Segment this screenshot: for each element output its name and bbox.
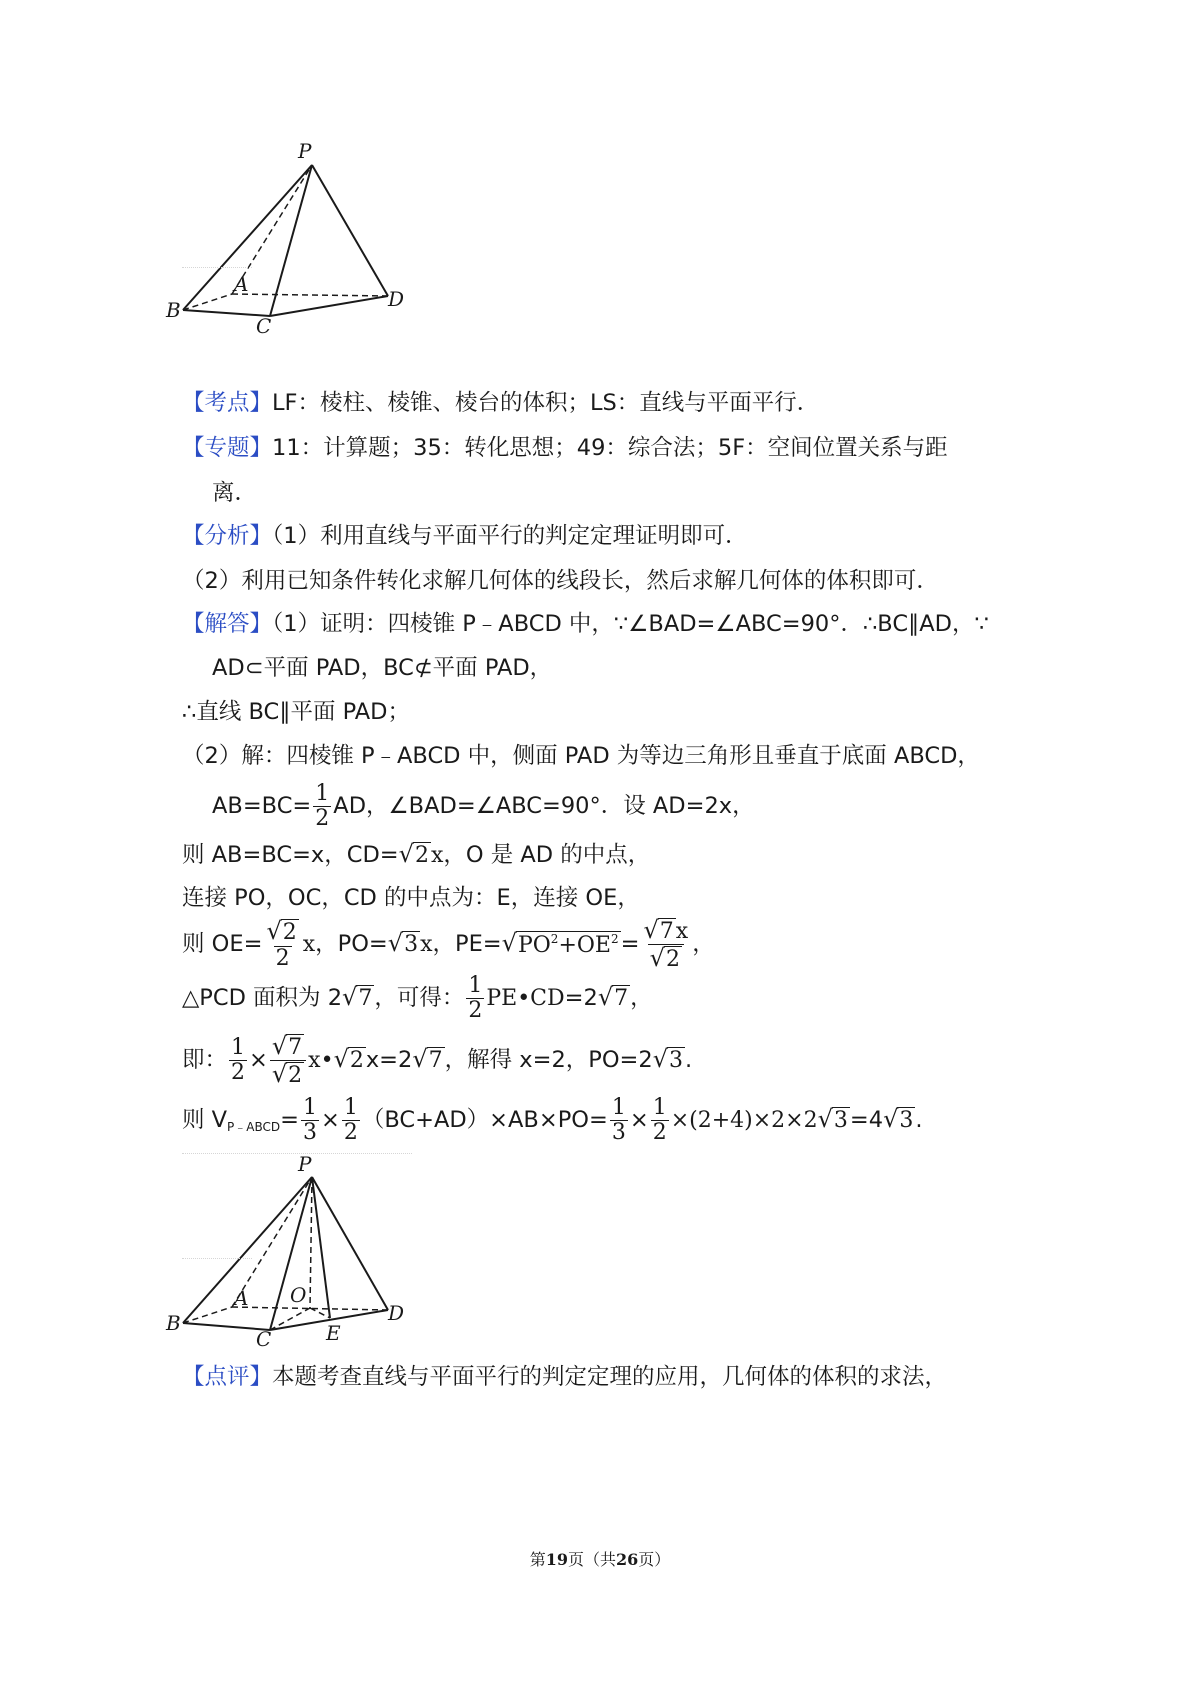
x-equals-two: x=2 [365, 1047, 413, 1073]
times: × [321, 1107, 340, 1133]
sqrt-2: √ 2 [333, 1045, 364, 1073]
radicand: 7 [358, 986, 373, 1011]
radicand: 2 [349, 1048, 364, 1073]
tag-jieda: 【解答】 [182, 611, 273, 637]
denominator: 3 [303, 1120, 317, 1145]
var-x: x [675, 918, 689, 944]
text-po: ，PO= [315, 931, 388, 957]
label-c: C [256, 314, 272, 338]
jieda-line-4 [182, 741, 980, 771]
radicand: 7 [659, 918, 674, 944]
fenxi-text-1: （1）利用直线与平面平行的判定定理证明即可． [272, 523, 748, 549]
fraction-half [229, 1037, 247, 1084]
x-dot: x• [308, 1048, 334, 1073]
tag-kaodian: 【考点】 [182, 390, 273, 416]
jieda-line-11 [182, 1090, 923, 1157]
fraction-sqrt7x-over-sqrt2: √ 7 x √ 2 [643, 915, 689, 972]
label-e: E [326, 1321, 341, 1345]
subscript: P﹣ABCD [227, 1120, 281, 1134]
text-solution: ，解得 x=2，PO=2 [444, 1047, 653, 1073]
tag-dianping: 【点评】 [182, 1364, 273, 1390]
numerator: 1 [468, 973, 483, 998]
denominator: 2 [275, 945, 290, 971]
page-number: 19 [545, 1550, 568, 1569]
radicand: 3 [404, 932, 419, 957]
sqrt-7: √ 7 [412, 1045, 443, 1073]
numerator: 1 [231, 1035, 246, 1060]
sqrt-3: √ 3 [883, 1105, 914, 1133]
equals: = [280, 1107, 299, 1133]
text-volume: 则 V [182, 1107, 228, 1133]
jieda-line-6 [182, 840, 650, 871]
text-area: △PCD 面积为 2 [182, 985, 343, 1011]
times: × [249, 1047, 268, 1073]
denominator: 2 [343, 1120, 358, 1145]
fraction-half [466, 975, 484, 1022]
sqrt-3: √ 3 [652, 1045, 684, 1073]
radicand: 7 [288, 1034, 303, 1060]
equals-two: =2 [564, 985, 598, 1011]
fraction-third [610, 1097, 628, 1144]
equals-four: =4 [849, 1107, 884, 1133]
kaodian-text: LF：棱柱、棱锥、棱台的体积；LS：直线与平面平行． [272, 390, 820, 416]
var-x: x [430, 843, 444, 868]
text-product: ×(2+4)×2×2 [670, 1108, 818, 1133]
numerator: 1 [611, 1095, 626, 1120]
jieda-text-3: ∴直线 BC∥平面 PAD； [182, 699, 410, 725]
comma: ， [630, 985, 653, 1011]
total-pages: 26 [616, 1550, 639, 1569]
dianping-line [182, 1362, 947, 1392]
sqrt-3: √ 3 [817, 1105, 848, 1133]
denominator: 2 [231, 1060, 246, 1085]
sqrt-3: √ 3 [387, 929, 419, 957]
jieda-text-4: （2）解：四棱锥 P﹣ABCD 中，侧面 PAD 为等边三角形且垂直于底面 ABCD， [182, 743, 980, 769]
dianping-text: 本题考查直线与平面平行的判定定理的应用，几何体的体积的求法， [272, 1364, 948, 1390]
sqrt-7: √ 7 [597, 983, 629, 1011]
period: . [685, 1047, 693, 1073]
numerator: 1 [343, 1095, 358, 1120]
label-a: A [234, 1286, 249, 1310]
times: × [629, 1107, 649, 1133]
radicand: 7 [428, 1048, 443, 1073]
jieda-line-5 [212, 778, 755, 834]
denominator: 3 [611, 1120, 626, 1145]
numerator: 1 [652, 1095, 667, 1120]
comma: ， [692, 931, 715, 957]
zhuanti-text: 11：计算题；35：转化思想；49：综合法；5F：空间位置关系与距 [272, 435, 948, 461]
radicand: 2 [414, 843, 429, 868]
jieda-line-3 [182, 697, 410, 727]
zhuanti-line-2 [212, 478, 257, 508]
denominator: 2 [315, 806, 330, 831]
exponent: 2 [550, 932, 559, 946]
kaodian-line [182, 388, 819, 418]
radicand: 3 [833, 1108, 848, 1133]
pe-dot-cd: PE•CD [486, 986, 565, 1011]
equals: = [620, 931, 640, 957]
fraction-half [651, 1097, 669, 1144]
var-x: x [420, 932, 433, 957]
radicand: 3 [669, 1048, 684, 1073]
label-b: B [166, 298, 181, 322]
radicand: 2 [288, 1063, 303, 1088]
fenxi-text-2: （2）利用已知条件转化求解几何体的线段长，然后求解几何体的体积即可． [182, 568, 939, 594]
zhuanti-line [182, 433, 948, 463]
numerator: 1 [303, 1095, 317, 1120]
zhuanti-text-2: 离． [212, 480, 258, 506]
tag-fenxi: 【分析】 [182, 523, 273, 549]
text-oe: 则 OE= [182, 931, 263, 957]
term-po: PO [517, 933, 551, 958]
radicand: 2 [282, 920, 297, 946]
sqrt-po2-oe2: √ $PO^2+OE^2$ [501, 929, 619, 958]
footer-suffix: 页） [638, 1550, 671, 1569]
label-d: D [388, 287, 405, 311]
dotted-rule [182, 1258, 252, 1259]
footer-prefix: 第 [529, 1550, 546, 1569]
jieda-line-2 [212, 653, 552, 683]
jieda-line-1 [182, 609, 989, 639]
jieda-line-7 [182, 883, 640, 913]
radicand: 3 [899, 1108, 914, 1133]
fraction-half [313, 783, 331, 830]
text-formula: （BC+AD）×AB×PO= [361, 1107, 608, 1133]
term-oe: +OE [558, 933, 611, 958]
fraction-third [301, 1097, 319, 1144]
numerator: 1 [315, 781, 330, 806]
jieda-text-2: AD⊂平面 PAD，BC⊄平面 PAD， [212, 655, 553, 681]
radicand: 2 [665, 947, 680, 972]
denominator: 2 [652, 1120, 667, 1145]
pyramid-figure-1 [160, 130, 420, 340]
text-kede: ，可得： [374, 985, 465, 1011]
period: . [915, 1107, 923, 1133]
jieda-line-10 [182, 1030, 692, 1091]
text-ji: 即： [182, 1047, 228, 1073]
pyramid-figure-2 [160, 1150, 420, 1355]
label-b: B [166, 1311, 181, 1335]
tag-zhuanti: 【专题】 [182, 435, 273, 461]
label-o: O [290, 1283, 307, 1307]
text-ad-angles: AD，∠BAD=∠ABC=90°．设 AD=2x， [333, 793, 755, 819]
fraction-half [342, 1097, 360, 1144]
page-footer [0, 1547, 1200, 1570]
fenxi-line [182, 521, 748, 551]
jieda-text-7: 连接 PO，OC，CD 的中点为：E，连接 OE， [182, 885, 640, 911]
text-pe: ，PE= [432, 931, 502, 957]
sqrt-2: √ 2 [398, 840, 429, 868]
jieda-line-9 [182, 970, 653, 1027]
text-cd: 则 AB=BC=x，CD= [182, 842, 399, 868]
dotted-rule [182, 267, 252, 268]
label-p: P [298, 1152, 312, 1176]
jieda-line-8 [182, 914, 715, 975]
label-c: C [256, 1327, 272, 1351]
text-ab-bc: AB=BC= [212, 793, 312, 819]
label-a: A [234, 272, 249, 296]
fraction-sqrt7-over-sqrt2: √ 7 √ 2 [270, 1034, 306, 1087]
fenxi-line-2 [182, 566, 939, 596]
fraction-sqrt2-over-2: √ 2 2 [266, 917, 297, 971]
text-midpoint: ，O 是 AD 的中点， [443, 842, 651, 868]
sqrt-7: √ 7 [342, 983, 373, 1011]
var-x: x [302, 932, 316, 957]
jieda-text-1: （1）证明：四棱锥 P﹣ABCD 中，∵∠BAD=∠ABC=90°．∴BC∥AD，∵ [272, 611, 989, 637]
label-p: P [298, 139, 312, 163]
denominator: 2 [468, 998, 483, 1023]
label-d: D [388, 1301, 405, 1325]
footer-mid: 页（共 [567, 1550, 616, 1569]
exponent: 2 [610, 932, 619, 946]
radicand: 7 [614, 986, 629, 1011]
